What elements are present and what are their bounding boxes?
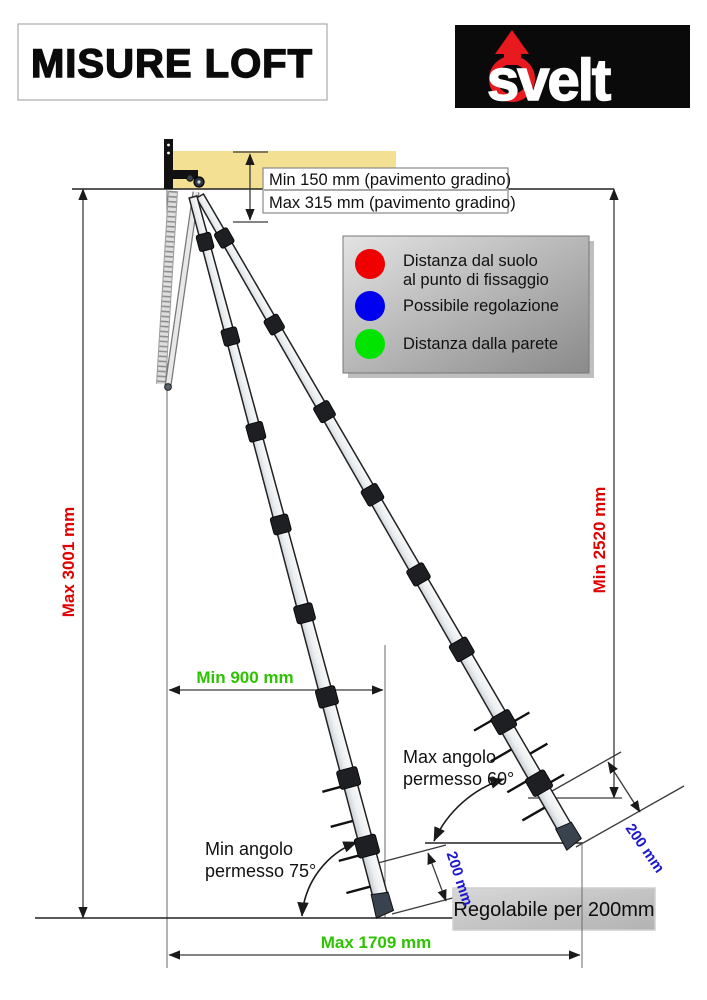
pivot-pin bbox=[197, 180, 200, 183]
ceiling-note-box bbox=[263, 168, 516, 213]
legend-label-red-1: Distanza dal suolo bbox=[403, 252, 538, 270]
legend-dot-green bbox=[355, 329, 385, 359]
legend-dot-red bbox=[355, 249, 385, 279]
angle-label-min-1: Min angolo bbox=[205, 839, 294, 859]
angle-label-min-2: permesso 75° bbox=[205, 861, 317, 881]
adjust-note-box bbox=[453, 888, 655, 930]
angle-label-max-2: permesso 60° bbox=[403, 769, 515, 789]
legend-dot-blue bbox=[355, 291, 385, 321]
ceiling-note-line1: Min 150 mm (pavimento gradino) bbox=[269, 171, 512, 189]
foot-dim-left-label: 200 mm bbox=[442, 849, 476, 908]
legend-label-blue: Possibile regolazione bbox=[403, 297, 559, 315]
adjust-note-label: Regolabile per 200mm bbox=[453, 899, 655, 921]
legend-box bbox=[343, 236, 594, 378]
dim-wall-min-label: Min 900 mm bbox=[196, 668, 294, 687]
legend-label-red-2: al punto di fissaggio bbox=[403, 271, 549, 289]
angle-label-max-1: Max angolo bbox=[403, 747, 497, 767]
brand-logo bbox=[455, 25, 690, 113]
ceiling-note-line2: Max 315 mm (pavimento gradino) bbox=[269, 194, 516, 212]
dim-left-height-label: Max 3001 mm bbox=[59, 506, 78, 618]
pulley-icon bbox=[187, 175, 193, 181]
page-title: MISURE LOFT bbox=[30, 42, 314, 86]
legend-label-green: Distanza dalla parete bbox=[403, 335, 559, 353]
brand-text: svelt bbox=[487, 48, 610, 113]
foot-dim-right-label: 200 mm bbox=[621, 820, 668, 877]
dim-wall-max-label: Max 1709 mm bbox=[320, 933, 432, 952]
dim-right-height-label: Min 2520 mm bbox=[590, 486, 609, 594]
foot-75 bbox=[370, 890, 394, 918]
title-box bbox=[18, 24, 327, 100]
